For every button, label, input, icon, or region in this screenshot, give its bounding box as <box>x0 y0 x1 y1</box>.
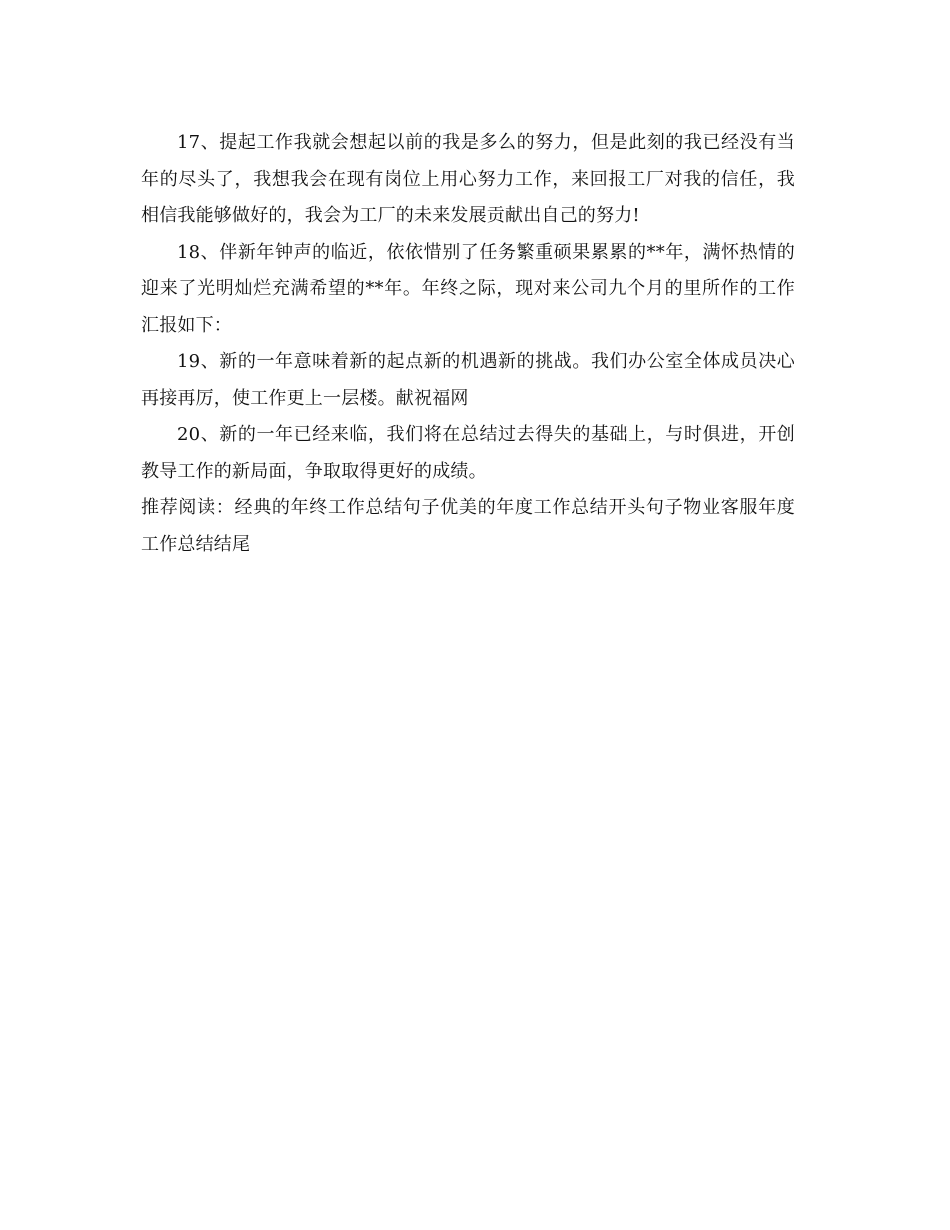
paragraph-19: 19、新的一年意味着新的起点新的机遇新的挑战。我们办公室全体成员决心再接再厉，使工作更上一层楼。献祝福网 <box>141 351 795 409</box>
document-body <box>141 125 795 563</box>
recommended-reading: 推荐阅读：经典的年终工作总结句子优美的年度工作总结开头句子物业客服年度工作总结结尾 <box>141 497 795 555</box>
paragraph-18: 18、伴新年钟声的临近，依依惜别了任务繁重硕果累累的**年，满怀热情的迎来了光明灿烂充满希望的**年。年终之际，现对来公司九个月的里所作的工作汇报如下： <box>141 241 795 336</box>
paragraph-17: 17、提起工作我就会想起以前的我是多么的努力，但是此刻的我已经没有当年的尽头了，我想我会在现有岗位上用心努力工作，来回报工厂对我的信任，我相信我能够做好的，我会为工厂的未来发展贡献出自己的努力! <box>141 132 795 226</box>
paragraph-20: 20、新的一年已经来临，我们将在总结过去得失的基础上，与时俱进，开创教导工作的新局面，争取取得更好的成绩。 <box>141 424 795 482</box>
